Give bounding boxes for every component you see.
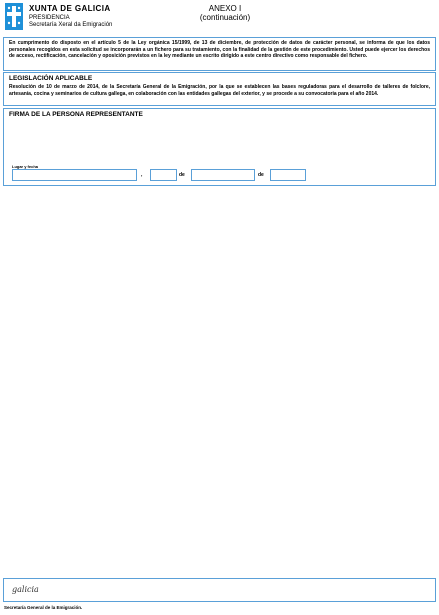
annex-title: ANEXO I [208,4,242,13]
year-input[interactable] [270,169,306,181]
legal-text: Resolución de 10 de marzo de 2014, de la Secretaría General de la Emigración, por la que se establecen las bases reguladoras para el desarrollo de talleres de folclore, artesanía, cocina y seminarios de cultura gallega, en colaboración con las entidades gallegas del exterior, y se procede a su convocatoria para el año 2014. [9,84,430,97]
de-separator-2: de [258,172,264,178]
comma-separator: , [141,172,143,178]
org-name: XUNTA DE GALICIA [29,4,111,13]
footer-box [3,578,436,602]
annex-subtitle: (continuación) [199,13,251,22]
annex-title-block [175,4,275,22]
signature-section [3,108,436,186]
place-input[interactable] [12,169,137,181]
signature-heading: FIRMA DE LA PERSONA REPRESENTANTE [9,111,143,118]
xunta-cross-icon [5,3,23,30]
dept-presidencia: PRESIDENCIA [29,15,70,21]
legal-heading: LEGISLACIÓN APLICABLE [9,75,93,82]
month-input[interactable] [191,169,255,181]
place-date-label: Lugar y fecha [12,164,39,169]
privacy-notice [3,37,436,71]
de-separator-1: de [179,172,185,178]
dept-secretaria: Secretaría Xeral da Emigración [29,22,113,28]
legal-section [3,72,436,106]
day-input[interactable] [150,169,177,181]
header-logo [5,3,175,33]
privacy-text: En cumprimento do disposto en el artículo 5 de la Ley orgánica 15/1999, de 13 de diciembre, de protección de datos de carácter personal, se informa de que los datos personales recogidos en esta solicitud se incorporarán a un fichero para su tratamiento, con la finalidad de la gestión de este procedimiento. Usted puede ejercer los derechos de acceso, rectificación, cancelación y oposición previstos en la ley mediante un escrito dirigido a este centro directivo como responsable del fichero. [9,40,430,60]
galicia-logo: galicia [12,585,39,594]
footer-secretariat: Secretaría General de la Emigración. [4,605,83,610]
